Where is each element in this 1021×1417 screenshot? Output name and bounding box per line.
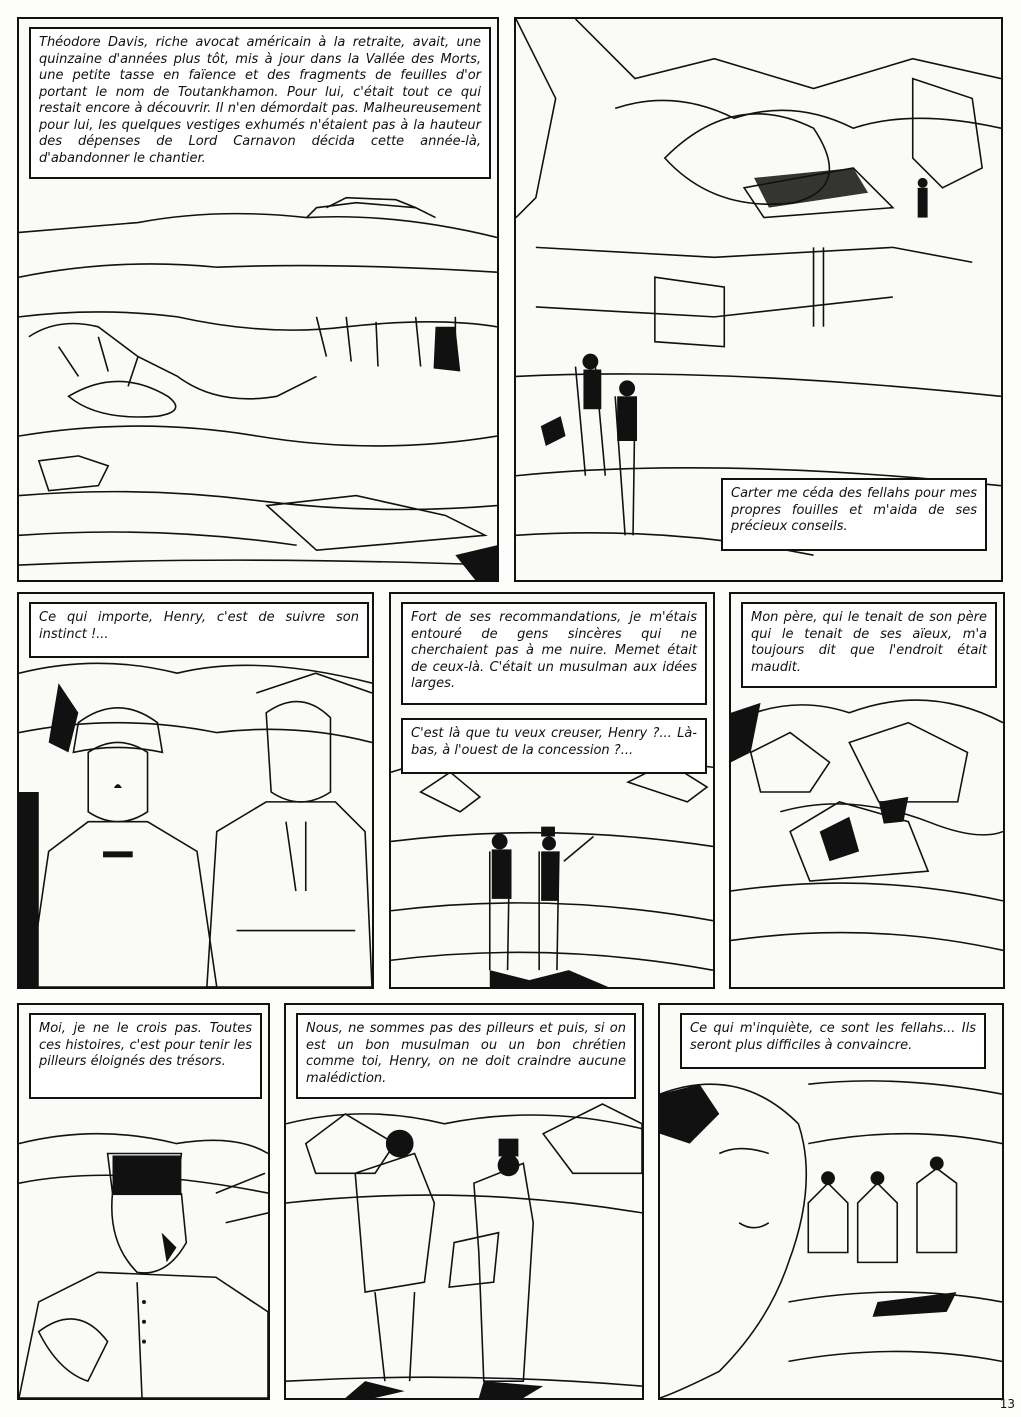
speech-bubble: Moi, je ne le crois pas. Toutes ces histoires, c'est pour tenir les pilleurs éloignés des trésors.	[29, 1013, 262, 1099]
panel-excavation-site	[514, 17, 1003, 582]
panel-man-in-fez	[17, 1003, 270, 1400]
panel-closeup-with-fellahs	[658, 1003, 1004, 1400]
panel-valley-landscape	[17, 17, 499, 582]
speech-bubble: C'est là que tu veux creuser, Henry ?... Là-bas, à l'ouest de la concession ?...	[401, 718, 707, 774]
narration-box: Théodore Davis, riche avocat américain à la retraite, avait, une quinzaine d'années plus tôt, mis à jour dans la Vallée des Morts, une petite tasse en faïence et des fragments de feuilles d'or portant le nom de Toutankhamon. Pour lui, c'était tout ce qui restait encore à découvrir. Il n'en démordait pas. Malheureusement pour lui, les quelques vestiges exhumés n'étaient pas à la hauteur des dépenses de Lord Carnavon décida cette année-là, d'abandonner le chantier.	[29, 27, 491, 179]
speech-bubble: Nous, ne sommes pas des pilleurs et puis, si on est un bon musulman ou un bon chrétien comme toi, Henry, on ne doit craindre aucune malédiction.	[296, 1013, 636, 1099]
panel-two-men-back-view	[284, 1003, 644, 1400]
page-number: 13	[999, 1397, 1015, 1411]
narration-box: Carter me céda des fellahs pour mes propres fouilles et m'aida de ses précieux conseils.	[721, 478, 987, 551]
speech-bubble: Mon père, qui le tenait de son père qui le tenait de ses aïeux, m'a toujours dit que l'endroit était maudit.	[741, 602, 997, 688]
speech-bubble: Ce qui importe, Henry, c'est de suivre son instinct !...	[29, 602, 369, 658]
speech-bubble: Ce qui m'inquiète, ce sont les fellahs... Ils seront plus difficiles à convaincre.	[680, 1013, 986, 1069]
panel-walking-into-valley	[389, 592, 715, 989]
narration-box: Fort de ses recommandations, je m'étais entouré de gens sincères qui ne cherchaient pas à me nuire. Memet était de ceux-là. C'était un musulman aux idées larges.	[401, 602, 707, 705]
panel-rock-landscape	[729, 592, 1005, 989]
panel-two-men-portrait	[17, 592, 374, 989]
